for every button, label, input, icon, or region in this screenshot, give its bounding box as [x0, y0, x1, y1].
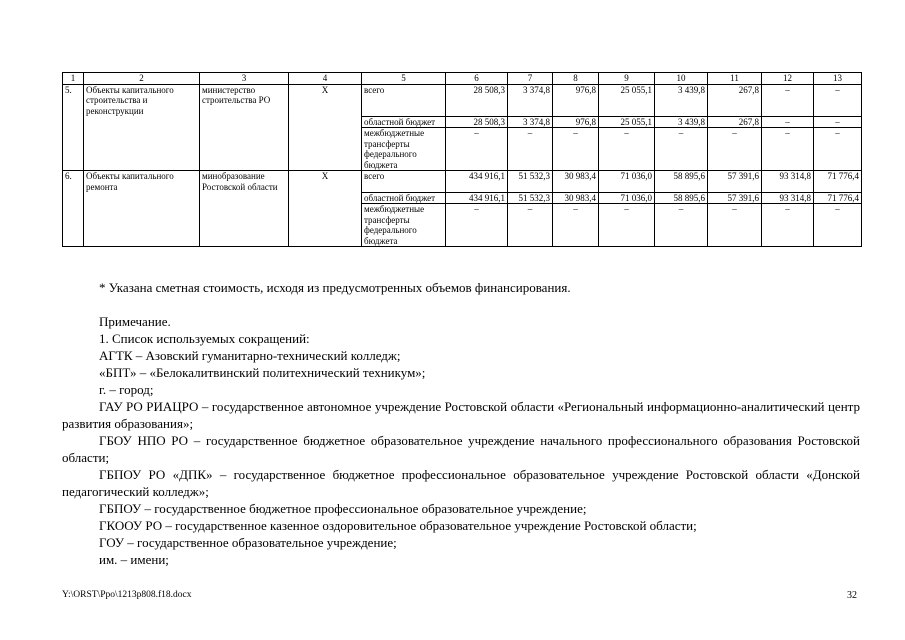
list-title: 1. Список используемых сокращений: [99, 331, 310, 346]
funding-source: межбюджетные трансферты федерального бюджета [362, 204, 446, 247]
column-number: 8 [553, 73, 599, 85]
column-number: 9 [599, 73, 655, 85]
amount-cell: – [655, 204, 708, 247]
mark-cell: Х [289, 84, 362, 116]
mark-cell [289, 192, 362, 204]
note-title: Примечание. [99, 314, 171, 329]
object-name [84, 192, 200, 204]
amount-cell: 71 036,0 [599, 171, 655, 193]
abbreviation-item: ГКООУ РО – государственное казенное оздоровительное образовательное учреждение Ростовской области; [99, 518, 697, 533]
amount-cell: – [655, 128, 708, 171]
amount-cell: 267,8 [708, 84, 762, 116]
row-number [63, 128, 84, 171]
table-row [63, 128, 862, 171]
amount-cell: – [508, 204, 553, 247]
column-number: 12 [762, 73, 814, 85]
amount-cell: – [762, 128, 814, 171]
amount-cell: 267,8 [708, 116, 762, 128]
abbreviation-item: г. – город; [99, 382, 154, 397]
financing-table [62, 72, 862, 247]
abbreviation-item: ГАУ РО РИАЦРО – государственное автономное учреждение Ростовской области «Региональный информационно-аналитический центр развития образования»; [62, 399, 860, 431]
table-row [63, 192, 862, 204]
column-number: 5 [362, 73, 446, 85]
table-row [63, 84, 862, 116]
amount-cell: – [708, 204, 762, 247]
amount-cell: – [553, 204, 599, 247]
amount-cell: 30 983,4 [553, 171, 599, 193]
column-number: 4 [289, 73, 362, 85]
abbreviation-item: ГОУ – государственное образовательное учреждение; [99, 535, 397, 550]
amount-cell: – [599, 128, 655, 171]
amount-cell: – [762, 116, 814, 128]
abbreviation-item: «БПТ» – «Белокалитвинский политехнический техникум»; [99, 365, 426, 380]
column-number: 6 [446, 73, 508, 85]
abbreviation-item: им. – имени; [99, 552, 169, 567]
row-number: 6. [63, 171, 84, 193]
mark-cell [289, 128, 362, 171]
amount-cell: – [553, 128, 599, 171]
column-number: 11 [708, 73, 762, 85]
footnote: * Указана сметная стоимость, исходя из предусмотренных объемов финансирования. [99, 280, 571, 295]
amount-cell: 3 374,8 [508, 84, 553, 116]
abbreviation-item: ГБОУ НПО РО – государственное бюджетное образовательное учреждение начального профессионального образования Ростовской области; [62, 433, 860, 465]
table-row [63, 116, 862, 128]
funding-source: всего [362, 171, 446, 193]
funding-source: межбюджетные трансферты федерального бюджета [362, 128, 446, 171]
amount-cell: – [708, 128, 762, 171]
mark-cell [289, 116, 362, 128]
amount-cell: – [814, 128, 862, 171]
column-number: 7 [508, 73, 553, 85]
amount-cell: 57 391,6 [708, 171, 762, 193]
amount-cell: 3 374,8 [508, 116, 553, 128]
column-number: 2 [84, 73, 200, 85]
amount-cell: – [814, 84, 862, 116]
amount-cell: 58 895,6 [655, 192, 708, 204]
amount-cell: 71 776,4 [814, 192, 862, 204]
column-number: 13 [814, 73, 862, 85]
funding-source: областной бюджет [362, 116, 446, 128]
abbreviation-item: ГБПОУ РО «ДПК» – государственное бюджетное профессиональное образовательное учреждение Ростовской области «Донской педагогический колледж»; [62, 467, 860, 499]
amount-cell: – [446, 128, 508, 171]
amount-cell: 58 895,6 [655, 171, 708, 193]
page-number: 32 [847, 590, 857, 601]
responsible-executor [200, 116, 289, 128]
amount-cell: – [814, 116, 862, 128]
funding-source: всего [362, 84, 446, 116]
abbreviation-item: АГТК – Азовский гуманитарно-технический колледж; [99, 348, 401, 363]
table-header-row [63, 73, 862, 85]
amount-cell: 71 036,0 [599, 192, 655, 204]
footer-file-path: Y:\ORST\Ppo\1213p808.f18.docx [62, 590, 192, 600]
row-number [63, 192, 84, 204]
amount-cell: – [814, 204, 862, 247]
object-name [84, 116, 200, 128]
table-row [63, 204, 862, 247]
column-number: 1 [63, 73, 84, 85]
amount-cell: 3 439,8 [655, 116, 708, 128]
amount-cell: 57 391,6 [708, 192, 762, 204]
amount-cell: 30 983,4 [553, 192, 599, 204]
amount-cell: 93 314,8 [762, 192, 814, 204]
note-section [62, 313, 860, 568]
amount-cell: – [762, 84, 814, 116]
row-number [63, 116, 84, 128]
amount-cell: 434 916,1 [446, 171, 508, 193]
row-number: 5. [63, 84, 84, 116]
amount-cell: 71 776,4 [814, 171, 862, 193]
object-name: Объекты капитального ремонта [84, 171, 200, 193]
responsible-executor [200, 204, 289, 247]
amount-cell: 25 055,1 [599, 84, 655, 116]
amount-cell: – [599, 204, 655, 247]
column-number: 10 [655, 73, 708, 85]
amount-cell: 434 916,1 [446, 192, 508, 204]
amount-cell: 28 508,3 [446, 84, 508, 116]
amount-cell: – [446, 204, 508, 247]
responsible-executor: минобразование Ростовской области [200, 171, 289, 193]
abbreviations-list [62, 347, 860, 568]
amount-cell: 93 314,8 [762, 171, 814, 193]
amount-cell: 976,8 [553, 84, 599, 116]
responsible-executor [200, 128, 289, 171]
mark-cell [289, 204, 362, 247]
object-name: Объекты капитального строительства и реконструкции [84, 84, 200, 116]
amount-cell: 51 532,3 [508, 171, 553, 193]
footnote-block [62, 279, 860, 296]
object-name [84, 128, 200, 171]
amount-cell: 51 532,3 [508, 192, 553, 204]
amount-cell: – [762, 204, 814, 247]
responsible-executor: министерство строительства РО [200, 84, 289, 116]
responsible-executor [200, 192, 289, 204]
amount-cell: 28 508,3 [446, 116, 508, 128]
amount-cell: 3 439,8 [655, 84, 708, 116]
mark-cell: Х [289, 171, 362, 193]
amount-cell: 25 055,1 [599, 116, 655, 128]
amount-cell: 976,8 [553, 116, 599, 128]
abbreviation-item: ГБПОУ – государственное бюджетное профессиональное образовательное учреждение; [99, 501, 587, 516]
object-name [84, 204, 200, 247]
row-number [63, 204, 84, 247]
amount-cell: – [508, 128, 553, 171]
column-number: 3 [200, 73, 289, 85]
table-row [63, 171, 862, 193]
funding-source: областной бюджет [362, 192, 446, 204]
